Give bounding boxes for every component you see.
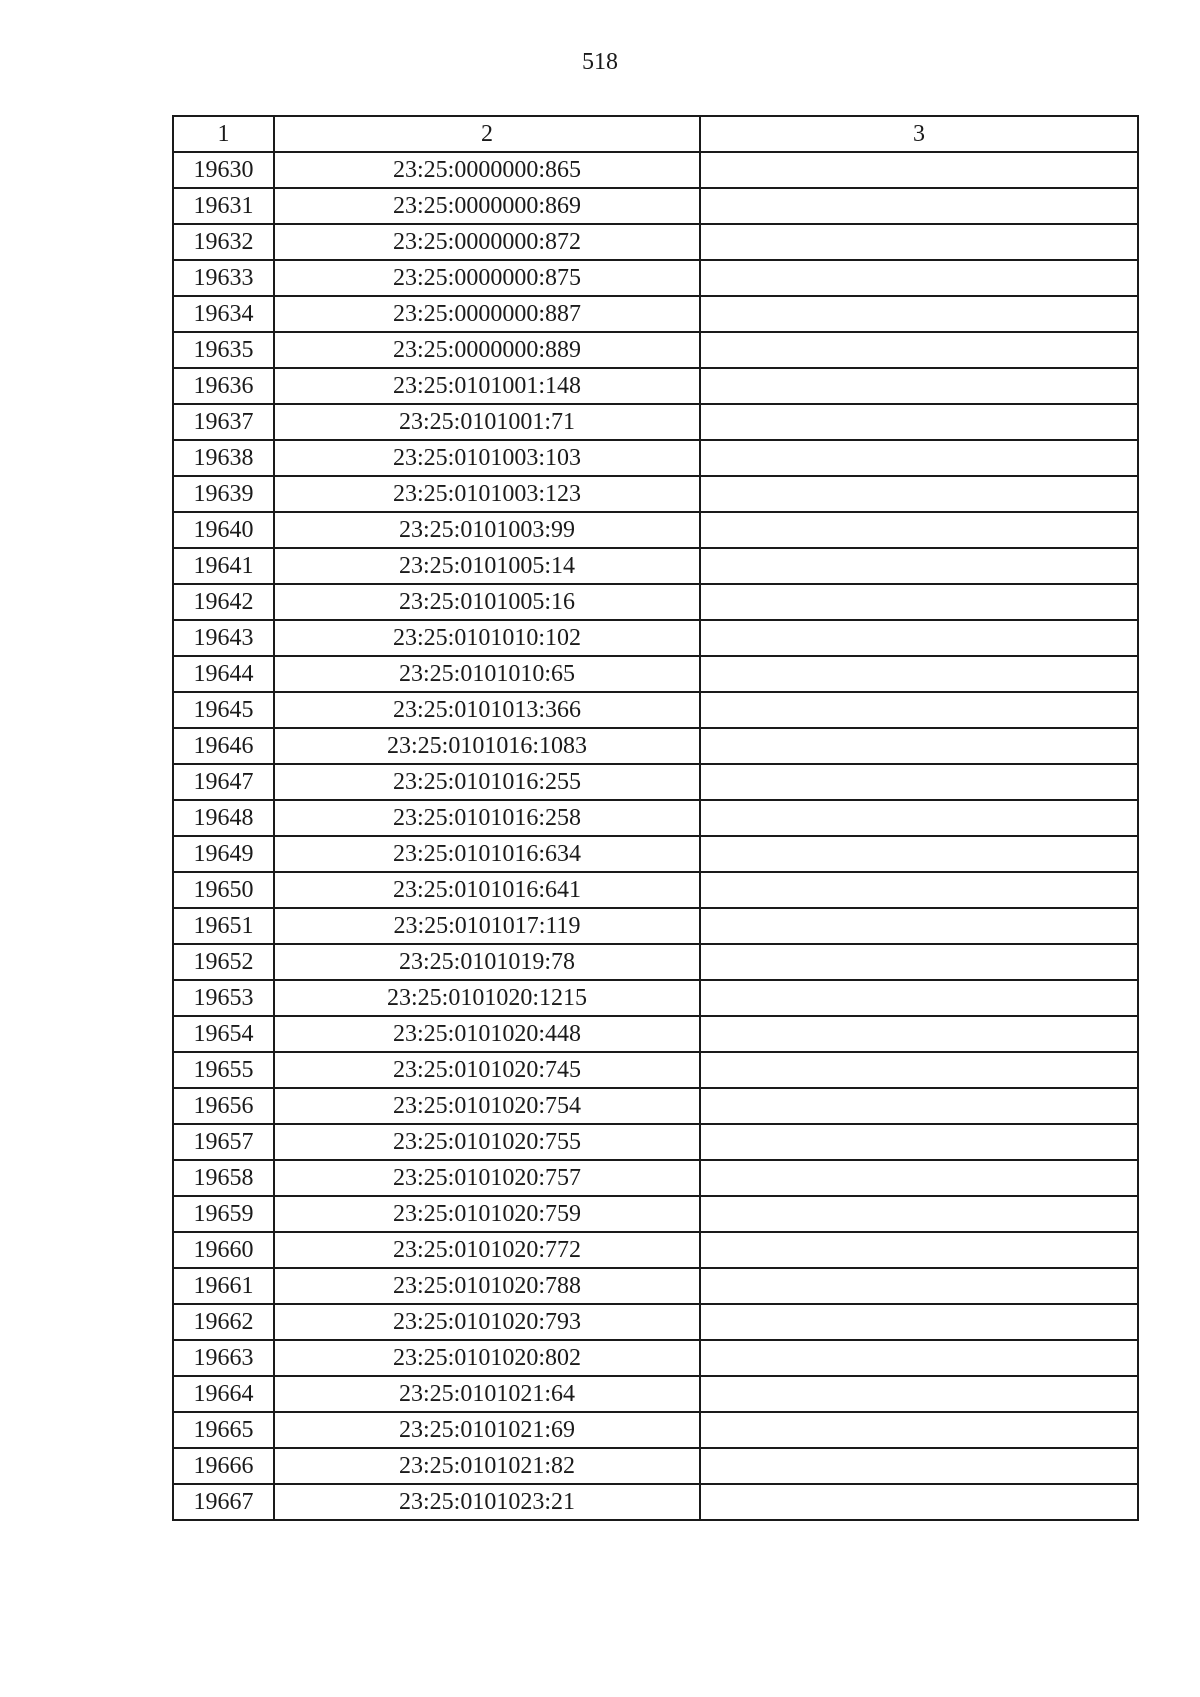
cadastral-number-cell: 23:25:0101020:448: [274, 1016, 700, 1052]
cadastral-number-cell: 23:25:0101023:21: [274, 1484, 700, 1520]
row-number-cell: 19665: [173, 1412, 274, 1448]
note-cell: [700, 368, 1138, 404]
table-row: [173, 260, 1138, 296]
cadastral-number-cell: 23:25:0101019:78: [274, 944, 700, 980]
note-cell: [700, 1448, 1138, 1484]
table-row: [173, 476, 1138, 512]
note-cell: [700, 836, 1138, 872]
cadastral-number-cell: 23:25:0101020:802: [274, 1340, 700, 1376]
page-number: 518: [582, 49, 618, 75]
cadastral-number-cell: 23:25:0000000:889: [274, 332, 700, 368]
note-cell: [700, 296, 1138, 332]
column-header-2: 2: [274, 116, 700, 152]
row-number-cell: 19661: [173, 1268, 274, 1304]
cadastral-number-cell: 23:25:0101016:255: [274, 764, 700, 800]
row-number-cell: 19644: [173, 656, 274, 692]
row-number-cell: 19662: [173, 1304, 274, 1340]
cadastral-number-cell: 23:25:0101020:793: [274, 1304, 700, 1340]
row-number-cell: 19656: [173, 1088, 274, 1124]
row-number-cell: 19633: [173, 260, 274, 296]
note-cell: [700, 1484, 1138, 1520]
row-number-cell: 19632: [173, 224, 274, 260]
cadastral-number-cell: 23:25:0101020:757: [274, 1160, 700, 1196]
row-number-cell: 19637: [173, 404, 274, 440]
table-row: [173, 1196, 1138, 1232]
table-row: [173, 1304, 1138, 1340]
note-cell: [700, 1160, 1138, 1196]
note-cell: [700, 944, 1138, 980]
row-number-cell: 19657: [173, 1124, 274, 1160]
table-row: [173, 692, 1138, 728]
table-row: [173, 620, 1138, 656]
row-number-cell: 19664: [173, 1376, 274, 1412]
table-row: [173, 1448, 1138, 1484]
row-number-cell: 19654: [173, 1016, 274, 1052]
note-cell: [700, 728, 1138, 764]
row-number-cell: 19635: [173, 332, 274, 368]
row-number-cell: 19666: [173, 1448, 274, 1484]
cadastral-number-cell: 23:25:0101001:148: [274, 368, 700, 404]
note-cell: [700, 404, 1138, 440]
table-row: [173, 908, 1138, 944]
cadastral-number-cell: 23:25:0101020:772: [274, 1232, 700, 1268]
table-row: [173, 1340, 1138, 1376]
cadastral-number-cell: 23:25:0000000:869: [274, 188, 700, 224]
table-row: [173, 1016, 1138, 1052]
row-number-cell: 19634: [173, 296, 274, 332]
row-number-cell: 19646: [173, 728, 274, 764]
cadastral-number-cell: 23:25:0101021:64: [274, 1376, 700, 1412]
row-number-cell: 19650: [173, 872, 274, 908]
cadastral-number-cell: 23:25:0000000:872: [274, 224, 700, 260]
row-number-cell: 19658: [173, 1160, 274, 1196]
note-cell: [700, 1304, 1138, 1340]
note-cell: [700, 1052, 1138, 1088]
register-table: [172, 115, 1139, 1521]
cadastral-number-cell: 23:25:0101020:745: [274, 1052, 700, 1088]
cadastral-number-cell: 23:25:0101020:1215: [274, 980, 700, 1016]
cadastral-number-cell: 23:25:0101017:119: [274, 908, 700, 944]
note-cell: [700, 548, 1138, 584]
row-number-cell: 19649: [173, 836, 274, 872]
table-row: [173, 1232, 1138, 1268]
table-row: [173, 944, 1138, 980]
table-row: [173, 368, 1138, 404]
row-number-cell: 19647: [173, 764, 274, 800]
row-number-cell: 19653: [173, 980, 274, 1016]
cadastral-number-cell: 23:25:0101010:65: [274, 656, 700, 692]
table-row: [173, 728, 1138, 764]
row-number-cell: 19641: [173, 548, 274, 584]
cadastral-number-cell: 23:25:0101001:71: [274, 404, 700, 440]
note-cell: [700, 152, 1138, 188]
note-cell: [700, 224, 1138, 260]
note-cell: [700, 1376, 1138, 1412]
cadastral-number-cell: 23:25:0101016:1083: [274, 728, 700, 764]
note-cell: [700, 1268, 1138, 1304]
cadastral-number-cell: 23:25:0101013:366: [274, 692, 700, 728]
cadastral-number-cell: 23:25:0101021:69: [274, 1412, 700, 1448]
cadastral-number-cell: 23:25:0101003:123: [274, 476, 700, 512]
note-cell: [700, 692, 1138, 728]
table-row: [173, 512, 1138, 548]
cadastral-number-cell: 23:25:0101010:102: [274, 620, 700, 656]
cadastral-number-cell: 23:25:0000000:865: [274, 152, 700, 188]
cadastral-number-cell: 23:25:0101021:82: [274, 1448, 700, 1484]
note-cell: [700, 764, 1138, 800]
note-cell: [700, 1016, 1138, 1052]
table-row: [173, 1124, 1138, 1160]
row-number-cell: 19663: [173, 1340, 274, 1376]
row-number-cell: 19630: [173, 152, 274, 188]
cadastral-number-cell: 23:25:0101020:754: [274, 1088, 700, 1124]
note-cell: [700, 476, 1138, 512]
cadastral-number-cell: 23:25:0000000:875: [274, 260, 700, 296]
row-number-cell: 19660: [173, 1232, 274, 1268]
table-header-row: [173, 116, 1138, 152]
note-cell: [700, 188, 1138, 224]
row-number-cell: 19648: [173, 800, 274, 836]
cadastral-number-cell: 23:25:0101016:641: [274, 872, 700, 908]
row-number-cell: 19667: [173, 1484, 274, 1520]
table-row: [173, 980, 1138, 1016]
table-row: [173, 584, 1138, 620]
note-cell: [700, 584, 1138, 620]
cadastral-number-cell: 23:25:0101020:755: [274, 1124, 700, 1160]
cadastral-number-cell: 23:25:0101005:14: [274, 548, 700, 584]
row-number-cell: 19645: [173, 692, 274, 728]
row-number-cell: 19651: [173, 908, 274, 944]
cadastral-number-cell: 23:25:0000000:887: [274, 296, 700, 332]
table-row: [173, 1160, 1138, 1196]
table-row: [173, 1052, 1138, 1088]
note-cell: [700, 800, 1138, 836]
table-row: [173, 1484, 1138, 1520]
note-cell: [700, 620, 1138, 656]
row-number-cell: 19631: [173, 188, 274, 224]
table-row: [173, 152, 1138, 188]
table-row: [173, 1268, 1138, 1304]
row-number-cell: 19638: [173, 440, 274, 476]
table-row: [173, 656, 1138, 692]
note-cell: [700, 1196, 1138, 1232]
row-number-cell: 19640: [173, 512, 274, 548]
note-cell: [700, 656, 1138, 692]
row-number-cell: 19643: [173, 620, 274, 656]
note-cell: [700, 332, 1138, 368]
table-row: [173, 764, 1138, 800]
note-cell: [700, 260, 1138, 296]
table-row: [173, 440, 1138, 476]
note-cell: [700, 512, 1138, 548]
row-number-cell: 19642: [173, 584, 274, 620]
row-number-cell: 19652: [173, 944, 274, 980]
cadastral-number-cell: 23:25:0101003:99: [274, 512, 700, 548]
cadastral-number-cell: 23:25:0101016:634: [274, 836, 700, 872]
note-cell: [700, 1340, 1138, 1376]
cadastral-number-cell: 23:25:0101005:16: [274, 584, 700, 620]
table-row: [173, 1376, 1138, 1412]
table-row: [173, 296, 1138, 332]
column-header-3: 3: [700, 116, 1138, 152]
cadastral-number-cell: 23:25:0101016:258: [274, 800, 700, 836]
note-cell: [700, 1412, 1138, 1448]
note-cell: [700, 872, 1138, 908]
table-row: [173, 332, 1138, 368]
table-row: [173, 1412, 1138, 1448]
cadastral-number-cell: 23:25:0101003:103: [274, 440, 700, 476]
note-cell: [700, 1124, 1138, 1160]
cadastral-number-cell: 23:25:0101020:759: [274, 1196, 700, 1232]
table-row: [173, 188, 1138, 224]
row-number-cell: 19636: [173, 368, 274, 404]
row-number-cell: 19655: [173, 1052, 274, 1088]
column-header-1: 1: [173, 116, 274, 152]
table-row: [173, 1088, 1138, 1124]
table-row: [173, 548, 1138, 584]
note-cell: [700, 1088, 1138, 1124]
table-body: [173, 152, 1138, 1520]
note-cell: [700, 440, 1138, 476]
table-row: [173, 224, 1138, 260]
table-row: [173, 800, 1138, 836]
table-row: [173, 404, 1138, 440]
row-number-cell: 19639: [173, 476, 274, 512]
table-row: [173, 872, 1138, 908]
cadastral-number-cell: 23:25:0101020:788: [274, 1268, 700, 1304]
note-cell: [700, 908, 1138, 944]
note-cell: [700, 980, 1138, 1016]
note-cell: [700, 1232, 1138, 1268]
table-row: [173, 836, 1138, 872]
row-number-cell: 19659: [173, 1196, 274, 1232]
